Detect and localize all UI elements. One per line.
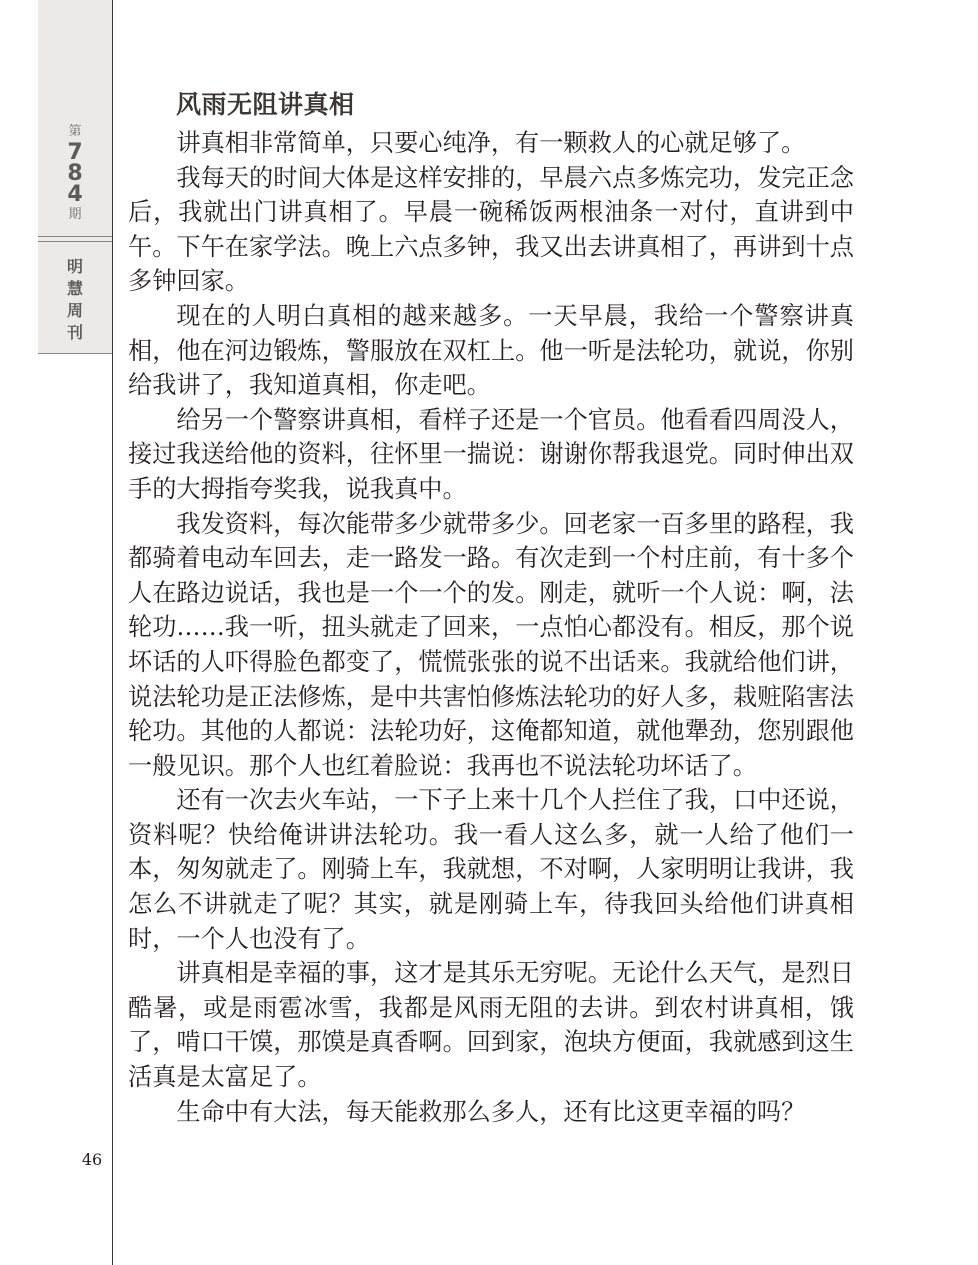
paragraph: 生命中有大法，每天能救那么多人，还有比这更幸福的吗？ <box>176 1097 806 1126</box>
publication-name-text: 明慧周刊 <box>66 257 83 342</box>
issue-prefix: 第 <box>68 124 82 139</box>
article-title: 风雨无阻讲真相 <box>176 90 355 119</box>
issue-label <box>38 124 112 223</box>
issue-number: 784 <box>67 140 83 207</box>
tab-divider <box>38 236 112 242</box>
issue-suffix: 期 <box>68 207 82 222</box>
paragraph: 现在的人明白真相的越来越多。一天早晨，我给一个警察讲真相，他在河边锻炼，警服放在双杠上。他一听是法轮功，就说，你别给我讲了，我知道真相，你走吧。 <box>128 301 854 400</box>
publication-name <box>38 256 112 344</box>
page-number: 46 <box>81 1150 103 1169</box>
margin-rule <box>112 0 113 1265</box>
paragraph: 讲真相非常简单，只要心纯净，有一颗救人的心就足够了。 <box>176 129 806 157</box>
paragraph: 我每天的时间大体是这样安排的，早晨六点多炼完功，发完正念后，我就出门讲真相了。早晨一碗稀饭两根油条一对付，直讲到中午。下午在家学法。晚上六点多钟，我又出去讲真相了，再讲到十点多钟回家。 <box>128 163 854 296</box>
paragraph: 我发资料，每次能带多少就带多少。回老家一百多里的路程，我都骑着电动车回去，走一路发一路。有次走到一个村庄前，有十多个人在路边说话，我也是一个一个的发。刚走，就听一个人说：啊，法轮功……我一听，扭头就走了回来，一点怕心都没有。相反，那个说坏话的人吓得脸色都变了，慌慌张张的说不出话来。我就给他们讲，说法轮功是正法修炼，是中共害怕修炼法轮功的好人多，栽赃陷害法轮功。其他的人都说：法轮功好，这俺都知道，就他犟劲，您别跟他一般见识。那个人也红着脸说：我再也不说法轮功坏话了。 <box>128 509 854 780</box>
paragraph: 给另一个警察讲真相，看样子还是一个官员。他看看四周没人，接过我送给他的资料，往怀里一揣说：谢谢你帮我退党。同时伸出双手的大拇指夸奖我，说我真中。 <box>128 405 854 503</box>
sidebar-tab <box>38 0 112 354</box>
paragraph: 讲真相是幸福的事，这才是其乐无穷呢。无论什么天气，是烈日酷暑，或是雨雹冰雪，我都是风雨无阻的去讲。到农村讲真相，饿了，啃口干馍，那馍是真香啊。回到家，泡块方便面，我就感到这生活真是太富足了。 <box>128 959 854 1092</box>
paragraph: 还有一次去火车站，一下子上来十几个人拦住了我，口中还说，资料呢？快给俺讲讲法轮功。我一看人这么多，就一人给了他们一本，匆匆就走了。刚骑上车，我就想，不对啊，人家明明让我讲，我怎么不讲就走了呢？其实，就是刚骑上车，待我回头给他们讲真相时，一个人也没有了。 <box>128 786 854 953</box>
article <box>128 86 854 1129</box>
article-body <box>128 126 854 1129</box>
